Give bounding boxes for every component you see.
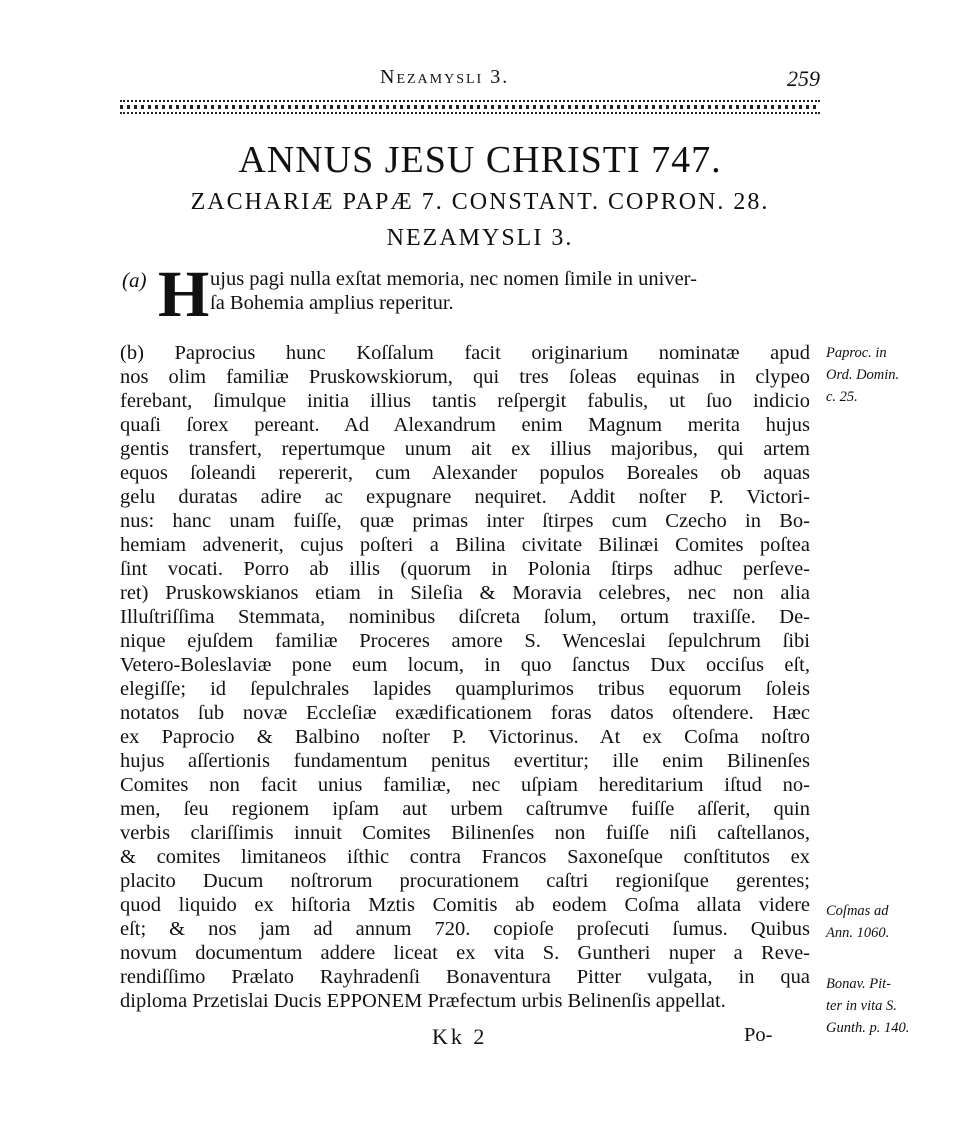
body-line: rendiſſimo Prælato Rayhradenſi Bonaventura Pitter vulgata, in qua — [120, 966, 810, 988]
body-line: hemiam advenerit, cujus poſteri a Bilina civitate Bilinæi Comites poſtea — [120, 534, 810, 556]
body-line: Vetero-Boleslaviæ pone eum locum, in quo ſanctus Dux occiſus eſt, — [120, 654, 810, 676]
body-line: gentis transfert, repertumque unum ait ex illius majoribus, qui artem — [120, 438, 810, 460]
body-line: ſint vocati. Porro ab illis (quorum in Polonia ſtirps adhuc perſeve- — [120, 558, 810, 580]
page-number: 259 — [787, 66, 820, 91]
running-title: Nezamysli 3. — [380, 66, 510, 88]
body-line: verbis clariſſimis innuit Comites Bilinenſes non fuiſſe niſi caſtellanos, — [120, 822, 810, 844]
body-line: placito Ducum noſtrorum procurationem caſtri regioniſque gerentes; — [120, 870, 810, 892]
body-line: ex Paprocio & Balbino noſter P. Victorinus. At ex Coſma noſtro — [120, 726, 810, 748]
margin-note: c. 25. — [826, 389, 858, 405]
paragraph-a-line: ſa Bohemia amplius reperitur. — [210, 292, 454, 314]
body-line: equos ſoleandi repererit, cum Alexander populos Boreales ob aquas — [120, 462, 810, 484]
margin-note: Ann. 1060. — [826, 925, 890, 941]
catchword: Po- — [744, 1024, 773, 1046]
margin-note: ter in vita S. — [826, 998, 897, 1014]
body-line: Illuſtriſſima Stemmata, nominibus diſcreta ſolum, ortum traxiſſe. De- — [120, 606, 810, 628]
body-line: quaſi ſorex pereant. Ad Alexandrum enim Magnum merita hujus — [120, 414, 810, 436]
body-line: diploma Przetislai Ducis EPPONEM Præfectum urbis Belinenſis appellat. — [120, 990, 726, 1012]
heading-reigns: ZACHARIÆ PAPÆ 7. CONSTANT. COPRON. 28. — [190, 189, 770, 215]
body-line: eſt; & nos jam ad annum 720. copioſe proſecuti ſumus. Quibus — [120, 918, 810, 940]
body-line: & comites limitaneos iſthic contra Francos Saxoneſque conſtitutos ex — [120, 846, 810, 868]
margin-note: Paproc. in — [826, 345, 887, 361]
body-line: nique ejuſdem familiæ Proceres amore S. Wenceslai ſepulchrum ſibi — [120, 630, 810, 652]
body-line: gelu duratas adire ac expugnare nequiret. Addit noſter P. Victori- — [120, 486, 810, 508]
margin-note: Coſmas ad — [826, 903, 889, 919]
margin-note: Bonav. Pit- — [826, 976, 891, 992]
body-line: quod liquido ex hiſtoria Mztis Comitis ab eodem Coſma allata videre — [120, 894, 810, 916]
body-line: ferebant, ſimulque initia illius tantis reſpergit fabulis, ut ſuo indicio — [120, 390, 810, 412]
paragraph-a-line: ujus pagi nulla exſtat memoria, nec nomen ſimile in univer- — [210, 268, 697, 290]
margin-note: Gunth. p. 140. — [826, 1020, 910, 1036]
body-line: elegiſſe; id ſepulchrales lapides quamplurimos tribus equorum ſoleis — [120, 678, 810, 700]
body-line: nus: hanc unam fuiſſe, quæ primas inter ſtirpes cum Czecho in Bo- — [120, 510, 810, 532]
heading-duke: NEZAMYSLI 3. — [386, 225, 574, 251]
body-line: hujus aſſertionis fundamentum penitus evertitur; ille enim Bilinenſes — [120, 750, 810, 772]
body-line: Comites non facit unius familiæ, nec uſpiam hereditarium iſtud no- — [120, 774, 810, 796]
body-line: men, ſeu regionem ipſam aut urbem caſtrumve fuiſſe aſſerit, quin — [120, 798, 810, 820]
body-line: (b) Paprocius hunc Koſſalum facit originarium nominatæ apud — [120, 342, 810, 364]
running-head — [120, 66, 820, 96]
heading-year: ANNUS JESU CHRISTI 747. — [238, 139, 722, 181]
note-marker-a: (a) — [122, 268, 147, 292]
ornament-rule — [120, 100, 820, 114]
body-line: ret) Pruskowskianos etiam in Sileſia & Moravia celebres, nec non alia — [120, 582, 810, 604]
body-line: notatos ſub novæ Eccleſiæ exædificationem foras datos oſtendere. Hæc — [120, 702, 810, 724]
margin-note: Ord. Domin. — [826, 367, 900, 383]
drop-cap: H — [158, 258, 210, 331]
body-line: novum documentum addere liceat ex vita S. Guntheri nuper a Reve- — [120, 942, 810, 964]
signature-mark: Kk 2 — [432, 1024, 488, 1049]
body-line: nos olim familiæ Pruskowskiorum, qui tres ſoleas equinas in clypeo — [120, 366, 810, 388]
